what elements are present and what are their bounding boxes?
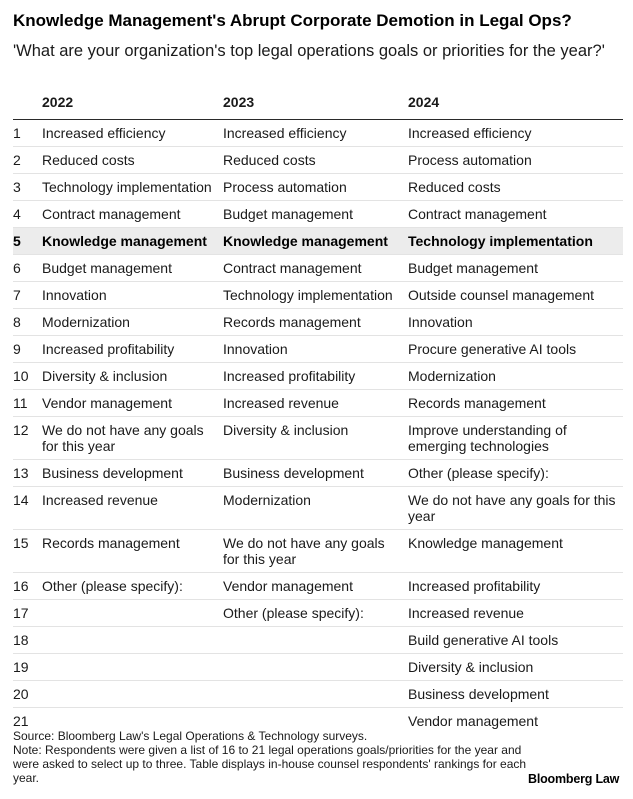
cell-2023	[223, 627, 408, 654]
cell-2024-text: Knowledge management	[408, 535, 563, 551]
cell-2024-text: Business development	[408, 686, 549, 702]
cell-2023	[223, 282, 408, 309]
cell-2024	[408, 390, 623, 417]
cell-2022-text: Other (please specify):	[42, 578, 183, 594]
cell-2022	[42, 363, 223, 390]
cell-2024-text: Increased profitability	[408, 578, 541, 594]
cell-2024-text: Contract management	[408, 206, 547, 222]
cell-2022-text: Reduced costs	[42, 152, 135, 168]
cell-2024-text: Improve understanding of emerging technologies	[408, 422, 567, 454]
table-row	[13, 530, 623, 573]
cell-2024	[408, 309, 623, 336]
table-row	[13, 120, 623, 147]
cell-2023-text: Innovation	[223, 341, 288, 357]
chart-title: Knowledge Management's Abrupt Corporate Demotion in Legal Ops?	[13, 11, 572, 30]
cell-2022-text: Technology implementation	[42, 179, 212, 195]
cell-2023	[223, 309, 408, 336]
rank-cell-text: 4	[13, 206, 21, 222]
rank-cell	[13, 460, 42, 487]
cell-2024	[408, 627, 623, 654]
header-2024: 2024	[408, 88, 623, 120]
cell-2023-text: Business development	[223, 465, 364, 481]
cell-2023-text: Increased profitability	[223, 368, 356, 384]
rank-cell-text: 15	[13, 535, 29, 551]
table-row	[13, 363, 623, 390]
rank-cell-text: 9	[13, 341, 21, 357]
table-row	[13, 573, 623, 600]
bloomberg-law-logo: Bloomberg Law	[528, 772, 620, 786]
table-row	[13, 390, 623, 417]
cell-2022	[42, 309, 223, 336]
cell-2023-text: Increased revenue	[223, 395, 339, 411]
cell-2024-text: Increased revenue	[408, 605, 524, 621]
cell-2023	[223, 201, 408, 228]
rank-cell-text: 19	[13, 659, 29, 675]
cell-2024	[408, 600, 623, 627]
cell-2022-text: Diversity & inclusion	[42, 368, 168, 384]
table-row	[13, 654, 623, 681]
cell-2022	[42, 600, 223, 627]
cell-2024	[408, 363, 623, 390]
rank-cell-text: 14	[13, 492, 29, 508]
cell-2023-text	[223, 681, 408, 707]
cell-2024-text: Build generative AI tools	[408, 632, 559, 648]
cell-2024	[408, 460, 623, 487]
cell-2022-text: Budget management	[42, 260, 172, 276]
table-row	[13, 174, 623, 201]
rank-cell	[13, 530, 42, 573]
cell-2022	[42, 255, 223, 282]
header-row	[13, 88, 623, 120]
cell-2022-text: We do not have any goals for this year	[42, 422, 204, 454]
cell-2023	[223, 390, 408, 417]
rank-cell-text: 11	[13, 395, 28, 411]
cell-2022-text: Records management	[42, 535, 180, 551]
header-rank	[13, 88, 42, 120]
cell-2022-text: Contract management	[42, 206, 181, 222]
rank-cell	[13, 201, 42, 228]
rank-cell	[13, 627, 42, 654]
rank-cell-text: 5	[13, 233, 21, 249]
cell-2023	[223, 228, 408, 255]
cell-2023-text: Budget management	[223, 206, 353, 222]
cell-2023-text: Knowledge management	[223, 233, 388, 249]
cell-2023	[223, 147, 408, 174]
cell-2024-text: Innovation	[408, 314, 473, 330]
cell-2023	[223, 573, 408, 600]
cell-2022	[42, 336, 223, 363]
rank-cell-text: 8	[13, 314, 21, 330]
cell-2023-text: Process automation	[223, 179, 347, 195]
cell-2024	[408, 201, 623, 228]
cell-2024-text: Other (please specify):	[408, 465, 549, 481]
rank-cell-text: 18	[13, 632, 29, 648]
rank-cell	[13, 309, 42, 336]
cell-2022	[42, 487, 223, 530]
table-row	[13, 309, 623, 336]
rank-cell	[13, 174, 42, 201]
rank-cell-text: 6	[13, 260, 21, 276]
cell-2024-text: Technology implementation	[408, 233, 593, 249]
table-row	[13, 255, 623, 282]
cell-2024-text: Reduced costs	[408, 179, 501, 195]
table-row	[13, 201, 623, 228]
cell-2024	[408, 282, 623, 309]
cell-2022	[42, 573, 223, 600]
cell-2023	[223, 363, 408, 390]
cell-2022	[42, 460, 223, 487]
table-row	[13, 147, 623, 174]
cell-2023-text	[223, 627, 408, 653]
cell-2022-text: Increased revenue	[42, 492, 158, 508]
cell-2024-text: Outside counsel management	[408, 287, 594, 303]
cell-2023	[223, 487, 408, 530]
cell-2023-text	[223, 654, 408, 680]
rank-cell	[13, 600, 42, 627]
cell-2024-text: Vendor management	[408, 713, 538, 729]
cell-2023	[223, 174, 408, 201]
cell-2024	[408, 228, 623, 255]
cell-2022-text	[42, 681, 223, 707]
cell-2024	[408, 573, 623, 600]
chart-subtitle: 'What are your organization's top legal operations goals or priorities for the year?'	[13, 42, 605, 60]
cell-2022	[42, 654, 223, 681]
cell-2022-text: Vendor management	[42, 395, 172, 411]
table-row	[13, 460, 623, 487]
rank-cell-text: 7	[13, 287, 21, 303]
cell-2023	[223, 600, 408, 627]
cell-2023	[223, 120, 408, 147]
table-row	[13, 417, 623, 460]
rank-cell-text: 20	[13, 686, 29, 702]
cell-2024-text: Procure generative AI tools	[408, 341, 577, 357]
cell-2023	[223, 654, 408, 681]
table-row	[13, 228, 623, 255]
rank-cell-text: 17	[13, 605, 29, 621]
cell-2023	[223, 336, 408, 363]
cell-2022	[42, 681, 223, 708]
cell-2024	[408, 336, 623, 363]
rank-cell-text: 16	[13, 578, 29, 594]
rank-cell	[13, 336, 42, 363]
rank-cell-text: 13	[13, 465, 29, 481]
cell-2023	[223, 681, 408, 708]
cell-2022-text	[42, 600, 223, 626]
cell-2022-text: Knowledge management	[42, 233, 207, 249]
cell-2022	[42, 147, 223, 174]
cell-2023-text: Technology implementation	[223, 287, 393, 303]
cell-2022-text	[42, 654, 223, 680]
cell-2024-text: Process automation	[408, 152, 532, 168]
rankings-table	[13, 88, 623, 734]
header-2022: 2022	[42, 88, 223, 120]
cell-2024-text: Diversity & inclusion	[408, 659, 534, 675]
cell-2024	[408, 530, 623, 573]
cell-2023-text: Increased efficiency	[223, 125, 347, 141]
header-2023: 2023	[223, 88, 408, 120]
cell-2024	[408, 654, 623, 681]
cell-2023-text: Diversity & inclusion	[223, 422, 349, 438]
cell-2023-text: Records management	[223, 314, 361, 330]
cell-2022	[42, 174, 223, 201]
cell-2022-text: Business development	[42, 465, 183, 481]
source-text: Source: Bloomberg Law's Legal Operations & Technology surveys.	[13, 729, 368, 743]
footer-notes	[13, 729, 533, 785]
cell-2022	[42, 627, 223, 654]
cell-2022	[42, 530, 223, 573]
cell-2024	[408, 174, 623, 201]
note-text: Note: Respondents were given a list of 16 to 21 legal operations goals/priorities for the year and were asked to select up to three. Table displays in-house counsel respondents' rankings for each year.	[13, 743, 527, 785]
cell-2024-text: We do not have any goals for this year	[408, 492, 616, 524]
rank-cell-text: 12	[13, 422, 29, 438]
cell-2023	[223, 530, 408, 573]
cell-2024	[408, 681, 623, 708]
rank-cell	[13, 681, 42, 708]
rank-cell	[13, 147, 42, 174]
cell-2022	[42, 417, 223, 460]
cell-2022	[42, 228, 223, 255]
cell-2022	[42, 120, 223, 147]
cell-2024	[408, 417, 623, 460]
cell-2022-text: Innovation	[42, 287, 107, 303]
cell-2022	[42, 201, 223, 228]
cell-2024	[408, 147, 623, 174]
rank-cell	[13, 573, 42, 600]
rank-cell	[13, 255, 42, 282]
cell-2023	[223, 417, 408, 460]
cell-2022-text	[42, 627, 223, 653]
cell-2023	[223, 460, 408, 487]
table-row	[13, 487, 623, 530]
table-row	[13, 336, 623, 363]
cell-2024-text: Budget management	[408, 260, 538, 276]
rank-cell	[13, 363, 42, 390]
table-row	[13, 600, 623, 627]
table-row	[13, 282, 623, 309]
cell-2022	[42, 390, 223, 417]
cell-2023	[223, 255, 408, 282]
rank-cell	[13, 228, 42, 255]
rank-cell	[13, 282, 42, 309]
cell-2023-text: Modernization	[223, 492, 311, 508]
table-row	[13, 681, 623, 708]
cell-2022-text: Increased profitability	[42, 341, 175, 357]
rank-cell	[13, 390, 42, 417]
rank-cell	[13, 487, 42, 530]
cell-2024	[408, 487, 623, 530]
cell-2022	[42, 282, 223, 309]
cell-2024-text: Records management	[408, 395, 546, 411]
rank-cell-text: 1	[13, 125, 21, 141]
rank-cell	[13, 417, 42, 460]
cell-2023-text: Vendor management	[223, 578, 353, 594]
rank-cell-text: 3	[13, 179, 21, 195]
cell-2023-text: Reduced costs	[223, 152, 316, 168]
cell-2024-text: Modernization	[408, 368, 496, 384]
rank-cell	[13, 120, 42, 147]
cell-2023-text: We do not have any goals for this year	[223, 535, 385, 567]
cell-2023-text: Other (please specify):	[223, 605, 364, 621]
rank-cell-text: 10	[13, 368, 29, 384]
cell-2024	[408, 255, 623, 282]
rank-cell-text: 2	[13, 152, 21, 168]
rank-cell-text: 21	[13, 713, 29, 729]
cell-2024-text: Increased efficiency	[408, 125, 532, 141]
rank-cell	[13, 654, 42, 681]
cell-2023-text: Contract management	[223, 260, 362, 276]
cell-2024	[408, 120, 623, 147]
cell-2022-text: Increased efficiency	[42, 125, 166, 141]
table-row	[13, 627, 623, 654]
cell-2022-text: Modernization	[42, 314, 130, 330]
